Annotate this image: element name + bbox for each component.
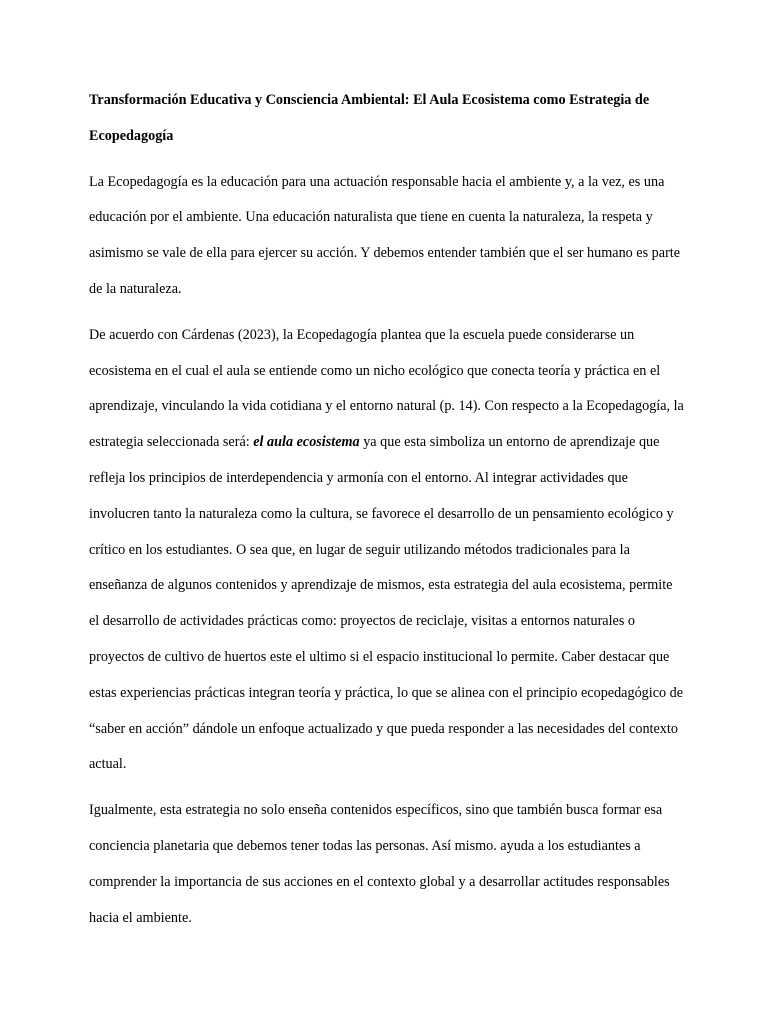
- paragraph-2: [89, 318, 685, 783]
- paragraph-2-rest: ya que esta simboliza un entorno de aprendizaje que refleja los principios de interdependencia y armonía con el entorno. Al integrar actividades que involucren tanto la naturaleza como la cultura, se favorece el desarrollo de un pensamiento ecológico y crítico en los estudiantes. O sea que, en lugar de seguir utilizando métodos tradicionales para la enseñanza de algunos contenidos y aprendizaje de mismos, esta estrategia del aula ecosistema, permite el desarrollo de actividades prácticas como: proyectos de reciclaje, visitas a entornos naturales o proyectos de cultivo de huertos este el ultimo si el espacio institucional lo permite. Caber destacar que estas experiencias prácticas integran teoría y práctica, lo que se alinea con el principio ecopedagógico de “saber en acción” dándole un enfoque actualizado y que pueda responder a las necesidades del contexto actual.: [89, 434, 684, 773]
- paragraph-2-lead: De acuerdo con Cárdenas (2023), la Ecopedagogía plantea que la escuela puede considerarse un ecosistema en el cual el aula se entiende como un nicho ecológico que conecta teoría y práctica en el aprendizaje, vinculando la vida cotidiana y el entorno natural (p. 14). Con respecto a la Ecopedagogía, la estrategia seleccionada será:: [89, 326, 684, 451]
- document-title: Transformación Educativa y Consciencia Ambiental: El Aula Ecosistema como Estrategia de Ecopedagogía: [89, 92, 650, 144]
- paragraph-3: Igualmente, esta estrategia no solo enseña contenidos específicos, sino que también busca formar esa conciencia planetaria que debemos tener todas las personas. Así mismo. ayuda a los estudiantes a comprender la importancia de sus acciones en el contexto global y a desarrollar actitudes responsables hacia el ambiente.: [89, 802, 670, 926]
- document-body: [89, 83, 685, 946]
- emphasis-strategy: el aula ecosistema: [253, 434, 360, 451]
- paragraph-1: La Ecopedagogía es la educación para una actuación responsable hacia el ambiente y, a la vez, es una educación por el ambiente. Una educación naturalista que tiene en cuenta la naturaleza, la respeta y asimismo se vale de ella para ejercer su acción. Y debemos entender también que el ser humano es parte de la naturaleza.: [89, 173, 681, 297]
